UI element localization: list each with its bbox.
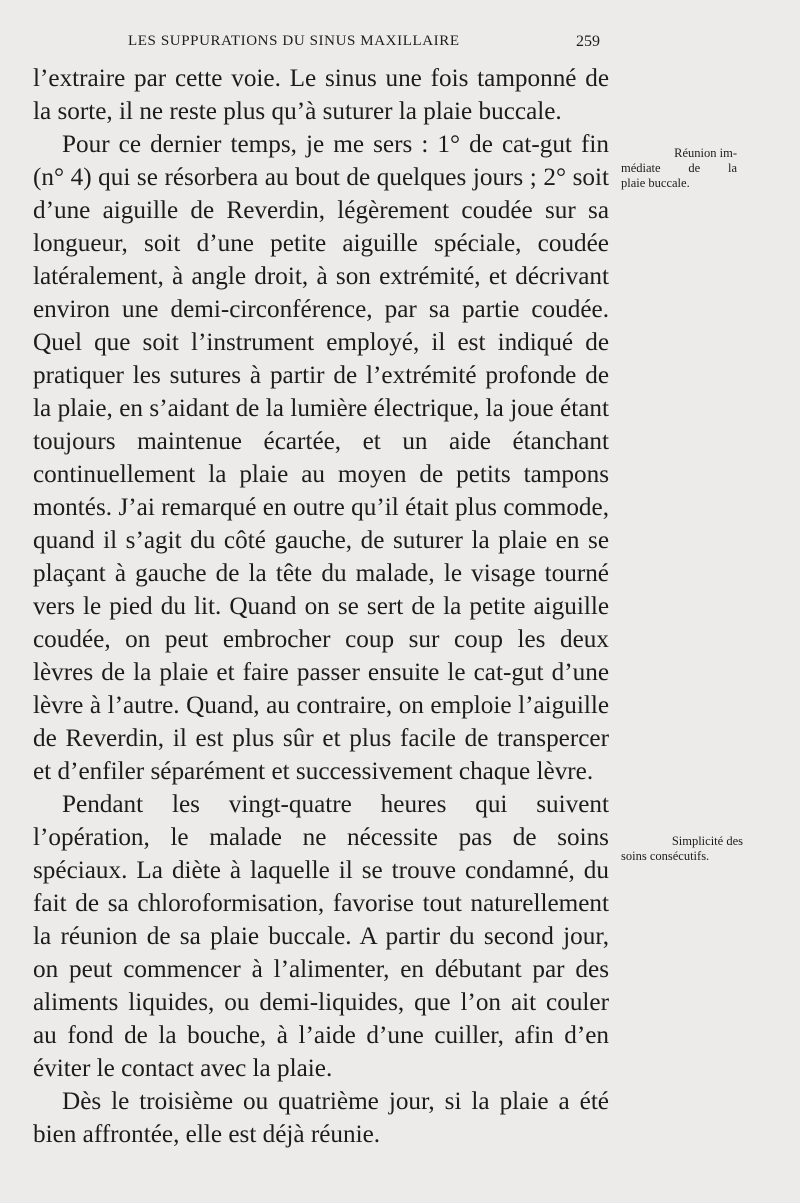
paragraph: Dès le troisième ou quatrième jour, si la plaie a été bien affrontée, elle est déjà réunie. (33, 1088, 609, 1148)
marginal-note (621, 834, 743, 864)
marginal-note-line: soins consécutifs. (621, 849, 710, 863)
marginal-note-line: plaie buccale. (621, 176, 690, 190)
marginal-note-line: Réunion im- (674, 146, 737, 160)
paragraph: Pour ce dernier temps, je me sers : 1° de cat-gut fin (n° 4) qui se résorbera au bout de quelques jours ; 2° soit d’une aiguille de Reverdin, légèrement coudée sur sa longueur, soit d’une petite aiguille spéciale, coudée latéralement, à angle droit, à son extrémité, et décrivant environ une demi-circonférence, par sa partie coudée. Quel que soit l’instrument employé, il est indiqué de pratiquer les sutures à partir de l’extrémité profonde de la plaie, en s’aidant de la lumière électrique, la joue étant toujours maintenue écartée, et un aide étanchant continuellement la plaie au moyen de petits tampons montés. J’ai remarqué en outre qu’il était plus commode, quand il s’agit du côté gauche, de suturer la plaie en se plaçant à gauche de la tête du malade, le visage tourné vers le pied du lit. Quand on se sert de la petite aiguille coudée, on peut embrocher coup sur coup les deux lèvres de la plaie et faire passer ensuite le cat-gut d’une lèvre à l’autre. Quand, au contraire, on emploie l’aiguille de Reverdin, il est plus sûr et plus facile de transpercer et d’enfiler séparément et successivement chaque lèvre. (33, 131, 609, 785)
main-text (33, 62, 609, 1151)
paragraph: Pendant les vingt-quatre heures qui suivent l’opération, le malade ne nécessite pas de soins spéciaux. La diète à laquelle il se trouve condamné, du fait de sa chloroformisation, favorise tout naturellement la réunion de sa plaie buccale. A partir du second jour, on peut commencer à l’alimenter, en débutant par des aliments liquides, ou demi-liquides, que l’on ait couler au fond de la bouche, à l’aide d’une cuiller, afin d’en éviter le contact avec la plaie. (33, 791, 609, 1082)
page-number: 259 (576, 33, 600, 50)
page-header (0, 33, 800, 53)
running-head: LES SUPPURATIONS DU SINUS MAXILLAIRE (128, 33, 460, 49)
marginal-note (621, 146, 737, 191)
paragraph-continued: l’extraire par cette voie. Le sinus une fois tamponné de la sorte, il ne reste plus qu’à suturer la plaie buccale. (33, 65, 609, 125)
marginal-note-line: Simplicité des (671, 834, 743, 848)
marginal-note-line: médiate de la (621, 161, 737, 175)
